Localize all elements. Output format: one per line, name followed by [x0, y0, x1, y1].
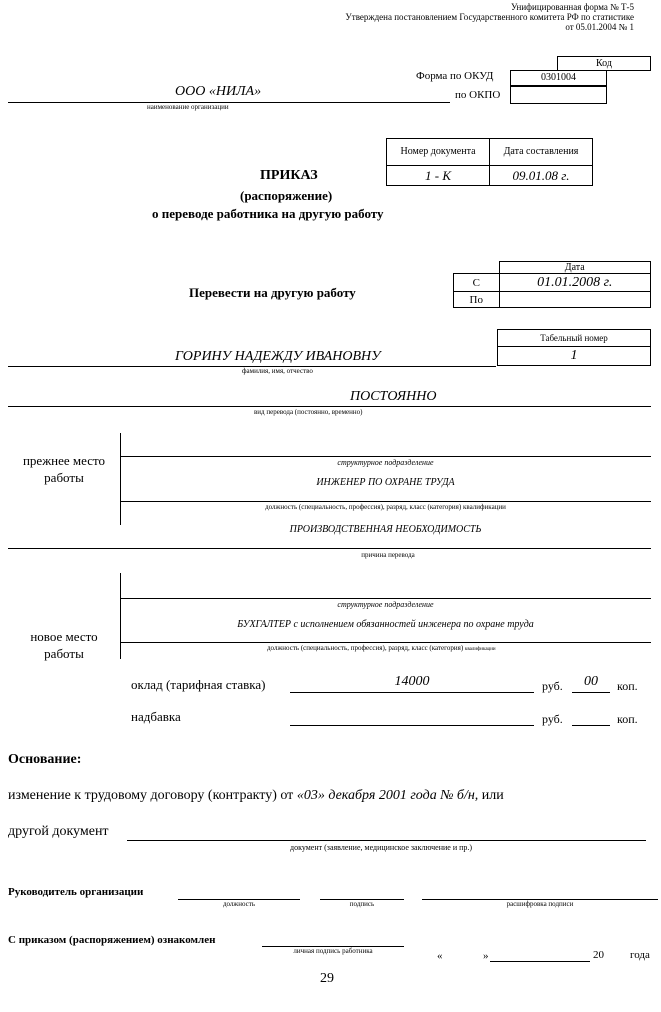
organization-line — [8, 102, 450, 103]
basis-label: Основание: — [8, 752, 82, 767]
new-workplace-divider — [120, 573, 121, 659]
previous-dept-line — [120, 456, 651, 457]
salary-kop-label: коп. — [617, 679, 638, 693]
acknowledgement-label: С приказом (распоряжением) ознакомлен — [8, 934, 216, 946]
document-date-value: 09.01.08 г. — [490, 166, 593, 186]
head-position-caption: должность — [222, 900, 256, 908]
transfer-reason-value: ПРОИЗВОДСТВЕННАЯ НЕОБХОДИМОСТЬ — [289, 524, 482, 535]
previous-dept-caption: структурное подразделение — [337, 458, 434, 467]
organization-name: ООО «НИЛА» — [175, 84, 262, 99]
form-header-line-1: Унифицированная форма № Т-5 — [510, 2, 634, 12]
document-number-table — [386, 138, 593, 186]
order-title: ПРИКАЗ — [260, 168, 318, 183]
salary-kop-line — [572, 692, 610, 693]
transfer-from-value: 01.01.2008 г. — [499, 274, 651, 292]
form-header-line-2: Утверждена постановлением Государственного комитета РФ по статистике — [345, 12, 634, 22]
new-workplace-label — [8, 628, 120, 662]
tab-number-value: 1 — [498, 347, 651, 366]
salary-rub-label: руб. — [542, 679, 563, 693]
new-workplace-label-line1: новое место — [30, 629, 98, 644]
form-header-line-3: от 05.01.2004 № 1 — [565, 22, 634, 32]
transfer-date-header: Дата — [499, 262, 651, 274]
transfer-type-value: ПОСТОЯННО — [350, 389, 437, 404]
okud-label: Форма по ОКУД — [416, 70, 494, 82]
head-signature-label: Руководитель организации — [8, 886, 144, 898]
ack-date-year-suffix: года — [630, 949, 650, 961]
new-dept-caption: структурное подразделение — [337, 600, 434, 609]
new-position-caption — [267, 644, 496, 652]
basis-contract-line — [8, 788, 504, 804]
document-number-value: 1 - К — [387, 166, 490, 186]
basis-other-line — [127, 840, 646, 841]
new-position-caption-small: квалификации — [464, 647, 496, 652]
bonus-rub-label: руб. — [542, 712, 563, 726]
new-position-caption-main: должность (специальность, профессия), разряд, класс (категория) — [267, 644, 464, 652]
okpo-label: по ОКПО — [455, 89, 501, 101]
salary-label: оклад (тарифная ставка) — [131, 677, 266, 692]
head-decode-caption: расшифровка подписи — [506, 900, 574, 908]
order-subtitle: (распоряжение) — [240, 188, 333, 203]
transfer-to-label: По — [454, 292, 500, 308]
bonus-rub-line — [290, 725, 534, 726]
previous-position-caption: должность (специальность, профессия), разряд, класс (категория) квалификации — [265, 503, 506, 511]
bonus-kop-line — [572, 725, 610, 726]
basis-other-caption: документ (заявление, медицинское заключение и пр.) — [290, 843, 473, 852]
basis-contract-prefix: изменение к трудовому договору (контракту) от — [8, 788, 294, 803]
head-signature-caption: подпись — [349, 900, 375, 908]
transfer-date-table — [453, 261, 651, 308]
ack-date-open-quote: « — [437, 950, 443, 962]
transfer-from-label: С — [454, 274, 500, 292]
previous-position-line — [120, 501, 651, 502]
salary-kop-value: 00 — [584, 674, 598, 689]
bonus-label: надбавка — [131, 709, 181, 724]
new-dept-line — [120, 598, 651, 599]
acknowledgement-signature-caption: личная подпись работника — [293, 947, 373, 955]
basis-contract-suffix: или — [481, 788, 504, 803]
kod-header: Код — [557, 56, 651, 71]
ack-date-close-quote: » — [483, 950, 489, 962]
transfer-to-value — [499, 292, 651, 308]
transfer-reason-line — [8, 548, 651, 549]
transfer-type-caption: вид перевода (постоянно, временно) — [254, 408, 363, 416]
document-date-header: Дата составления — [490, 139, 593, 166]
organization-caption: наименование организации — [147, 103, 229, 111]
new-position-line — [120, 642, 651, 643]
new-workplace-label-line2: работы — [44, 646, 84, 661]
basis-contract-value: «03» декабря 2001 года № б/н, — [296, 788, 479, 803]
salary-rub-value: 14000 — [394, 674, 430, 689]
okud-value: 0301004 — [510, 70, 607, 86]
previous-position-value: ИНЖЕНЕР ПО ОХРАНЕ ТРУДА — [316, 477, 455, 488]
tab-number-header: Табельный номер — [498, 330, 651, 347]
salary-rub-line — [290, 692, 534, 693]
transfer-type-line — [8, 406, 651, 407]
page-number: 29 — [320, 971, 334, 986]
employee-name: ГОРИНУ НАДЕЖДУ ИВАНОВНУ — [175, 349, 381, 364]
previous-workplace-label-line1: прежнее место — [22, 453, 106, 468]
okpo-value — [510, 86, 607, 104]
tab-number-table — [497, 329, 651, 366]
previous-workplace-label — [8, 452, 120, 486]
ack-date-month-line — [490, 961, 590, 962]
transfer-reason-caption: причина перевода — [361, 551, 415, 559]
order-about: о переводе работника на другую работу — [152, 206, 384, 221]
ack-date-year-prefix: 20 — [593, 949, 604, 961]
previous-workplace-label-line2: работы — [44, 470, 84, 485]
transfer-label: Перевести на другую работу — [189, 285, 356, 300]
basis-other-label: другой документ — [8, 824, 109, 839]
document-number-header: Номер документа — [387, 139, 490, 166]
bonus-kop-label: коп. — [617, 712, 638, 726]
new-position-value: БУХГАЛТЕР с исполнением обязанностей инженера по охране труда — [237, 619, 534, 630]
employee-name-caption: фамилия, имя, отчество — [242, 367, 313, 375]
